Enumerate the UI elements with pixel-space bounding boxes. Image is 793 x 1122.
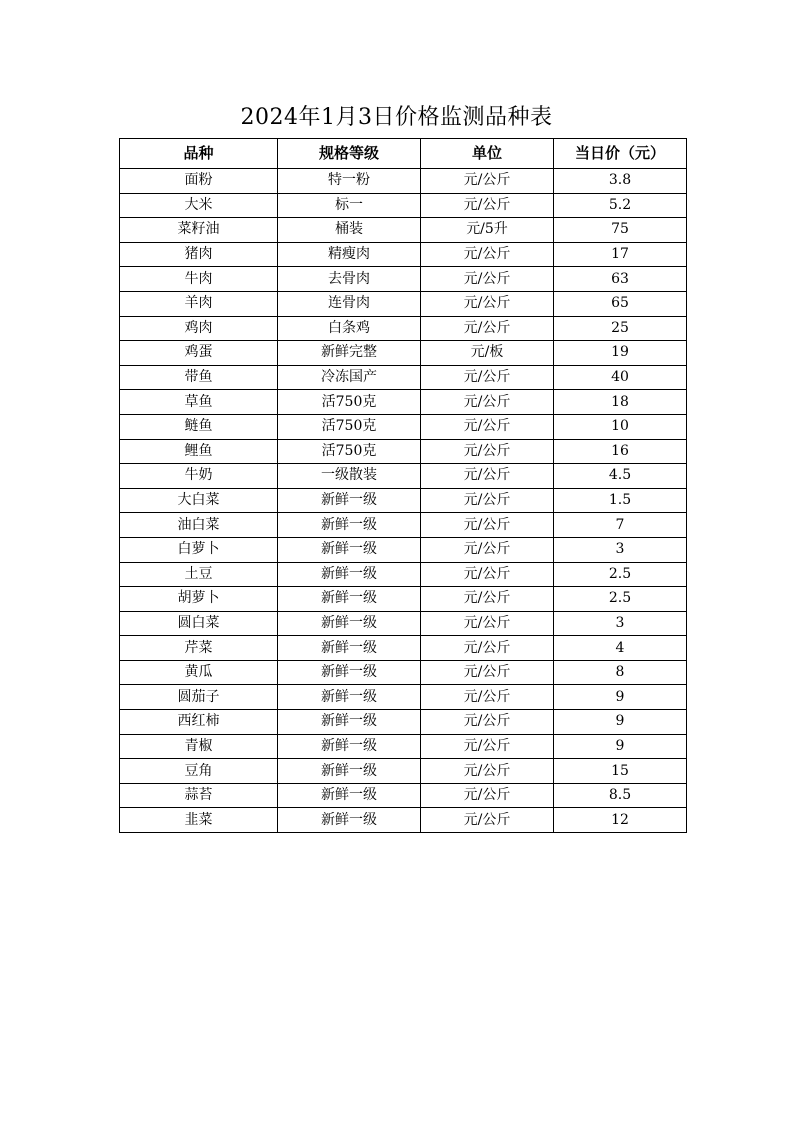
cell-unit: 元/公斤 xyxy=(421,390,554,415)
cell-spec: 新鲜一级 xyxy=(278,808,421,833)
cell-unit: 元/公斤 xyxy=(421,611,554,636)
table-row xyxy=(120,808,687,833)
cell-unit: 元/公斤 xyxy=(421,734,554,759)
cell-unit: 元/公斤 xyxy=(421,783,554,808)
header-item: 品种 xyxy=(120,139,278,169)
cell-spec: 新鲜一级 xyxy=(278,587,421,612)
table-row xyxy=(120,414,687,439)
cell-price: 10 xyxy=(554,414,687,439)
cell-price: 2.5 xyxy=(554,587,687,612)
cell-item: 鸡肉 xyxy=(120,316,278,341)
cell-price: 65 xyxy=(554,291,687,316)
cell-spec: 新鲜一级 xyxy=(278,513,421,538)
cell-price: 3.8 xyxy=(554,169,687,194)
cell-spec: 活750克 xyxy=(278,414,421,439)
cell-price: 3 xyxy=(554,537,687,562)
cell-unit: 元/公斤 xyxy=(421,537,554,562)
table-row xyxy=(120,218,687,243)
table-row xyxy=(120,759,687,784)
cell-price: 1.5 xyxy=(554,488,687,513)
cell-unit: 元/公斤 xyxy=(421,685,554,710)
cell-spec: 新鲜一级 xyxy=(278,611,421,636)
cell-item: 大白菜 xyxy=(120,488,278,513)
table-row xyxy=(120,611,687,636)
cell-item: 蒜苔 xyxy=(120,783,278,808)
cell-price: 4.5 xyxy=(554,464,687,489)
cell-price: 25 xyxy=(554,316,687,341)
cell-price: 15 xyxy=(554,759,687,784)
cell-unit: 元/公斤 xyxy=(421,808,554,833)
cell-price: 18 xyxy=(554,390,687,415)
cell-price: 19 xyxy=(554,341,687,366)
cell-unit: 元/5升 xyxy=(421,218,554,243)
table-row xyxy=(120,267,687,292)
cell-unit: 元/公斤 xyxy=(421,660,554,685)
table-row xyxy=(120,390,687,415)
cell-item: 白萝卜 xyxy=(120,537,278,562)
table-row xyxy=(120,734,687,759)
cell-unit: 元/公斤 xyxy=(421,439,554,464)
cell-price: 40 xyxy=(554,365,687,390)
table-row xyxy=(120,513,687,538)
cell-item: 韭菜 xyxy=(120,808,278,833)
cell-price: 5.2 xyxy=(554,193,687,218)
cell-spec: 新鲜一级 xyxy=(278,636,421,661)
price-table xyxy=(119,138,687,833)
cell-unit: 元/公斤 xyxy=(421,365,554,390)
cell-unit: 元/公斤 xyxy=(421,636,554,661)
cell-spec: 新鲜一级 xyxy=(278,562,421,587)
cell-price: 3 xyxy=(554,611,687,636)
table-row xyxy=(120,488,687,513)
cell-item: 带鱼 xyxy=(120,365,278,390)
header-unit: 单位 xyxy=(421,139,554,169)
table-row xyxy=(120,710,687,735)
cell-unit: 元/公斤 xyxy=(421,193,554,218)
cell-unit: 元/公斤 xyxy=(421,587,554,612)
cell-spec: 新鲜一级 xyxy=(278,488,421,513)
cell-item: 油白菜 xyxy=(120,513,278,538)
cell-unit: 元/公斤 xyxy=(421,316,554,341)
table-row xyxy=(120,464,687,489)
cell-unit: 元/公斤 xyxy=(421,562,554,587)
cell-price: 8.5 xyxy=(554,783,687,808)
table-row xyxy=(120,587,687,612)
cell-spec: 桶装 xyxy=(278,218,421,243)
table-row xyxy=(120,537,687,562)
table-row xyxy=(120,636,687,661)
table-row xyxy=(120,193,687,218)
cell-spec: 精瘦肉 xyxy=(278,242,421,267)
cell-price: 2.5 xyxy=(554,562,687,587)
cell-unit: 元/公斤 xyxy=(421,759,554,784)
cell-price: 75 xyxy=(554,218,687,243)
cell-spec: 新鲜一级 xyxy=(278,660,421,685)
cell-spec: 活750克 xyxy=(278,390,421,415)
cell-item: 面粉 xyxy=(120,169,278,194)
cell-item: 西红柿 xyxy=(120,710,278,735)
cell-price: 8 xyxy=(554,660,687,685)
cell-unit: 元/公斤 xyxy=(421,513,554,538)
table-row xyxy=(120,242,687,267)
table-row xyxy=(120,660,687,685)
cell-item: 黄瓜 xyxy=(120,660,278,685)
header-spec: 规格等级 xyxy=(278,139,421,169)
table-body xyxy=(120,169,687,833)
cell-item: 青椒 xyxy=(120,734,278,759)
cell-spec: 新鲜一级 xyxy=(278,685,421,710)
cell-spec: 活750克 xyxy=(278,439,421,464)
cell-spec: 特一粉 xyxy=(278,169,421,194)
cell-item: 菜籽油 xyxy=(120,218,278,243)
table-row xyxy=(120,169,687,194)
cell-unit: 元/公斤 xyxy=(421,464,554,489)
cell-item: 圆茄子 xyxy=(120,685,278,710)
cell-spec: 连骨肉 xyxy=(278,291,421,316)
cell-item: 鲢鱼 xyxy=(120,414,278,439)
cell-item: 羊肉 xyxy=(120,291,278,316)
cell-spec: 新鲜一级 xyxy=(278,783,421,808)
cell-spec: 新鲜一级 xyxy=(278,759,421,784)
cell-item: 土豆 xyxy=(120,562,278,587)
cell-price: 9 xyxy=(554,685,687,710)
cell-item: 大米 xyxy=(120,193,278,218)
cell-price: 9 xyxy=(554,734,687,759)
cell-spec: 新鲜完整 xyxy=(278,341,421,366)
cell-item: 芹菜 xyxy=(120,636,278,661)
table-row xyxy=(120,341,687,366)
cell-spec: 一级散装 xyxy=(278,464,421,489)
cell-unit: 元/公斤 xyxy=(421,488,554,513)
table-row xyxy=(120,783,687,808)
cell-price: 4 xyxy=(554,636,687,661)
cell-item: 猪肉 xyxy=(120,242,278,267)
cell-price: 16 xyxy=(554,439,687,464)
cell-unit: 元/公斤 xyxy=(421,710,554,735)
cell-item: 草鱼 xyxy=(120,390,278,415)
cell-item: 圆白菜 xyxy=(120,611,278,636)
table-row xyxy=(120,291,687,316)
cell-spec: 去骨肉 xyxy=(278,267,421,292)
cell-price: 63 xyxy=(554,267,687,292)
cell-price: 17 xyxy=(554,242,687,267)
cell-price: 7 xyxy=(554,513,687,538)
table-row xyxy=(120,365,687,390)
cell-unit: 元/公斤 xyxy=(421,242,554,267)
cell-spec: 新鲜一级 xyxy=(278,734,421,759)
cell-item: 鲤鱼 xyxy=(120,439,278,464)
cell-spec: 新鲜一级 xyxy=(278,710,421,735)
table-row xyxy=(120,562,687,587)
table-row xyxy=(120,316,687,341)
cell-item: 鸡蛋 xyxy=(120,341,278,366)
cell-spec: 白条鸡 xyxy=(278,316,421,341)
page-title: 2024年1月3日价格监测品种表 xyxy=(240,105,553,130)
cell-spec: 标一 xyxy=(278,193,421,218)
cell-price: 9 xyxy=(554,710,687,735)
cell-spec: 冷冻国产 xyxy=(278,365,421,390)
table-row xyxy=(120,439,687,464)
table-header-row xyxy=(120,139,687,169)
cell-unit: 元/公斤 xyxy=(421,414,554,439)
cell-spec: 新鲜一级 xyxy=(278,537,421,562)
cell-unit: 元/公斤 xyxy=(421,291,554,316)
cell-unit: 元/公斤 xyxy=(421,267,554,292)
cell-unit: 元/公斤 xyxy=(421,169,554,194)
cell-item: 牛奶 xyxy=(120,464,278,489)
cell-price: 12 xyxy=(554,808,687,833)
cell-item: 牛肉 xyxy=(120,267,278,292)
table-row xyxy=(120,685,687,710)
header-price: 当日价（元） xyxy=(554,139,687,169)
cell-unit: 元/板 xyxy=(421,341,554,366)
cell-item: 豆角 xyxy=(120,759,278,784)
cell-item: 胡萝卜 xyxy=(120,587,278,612)
